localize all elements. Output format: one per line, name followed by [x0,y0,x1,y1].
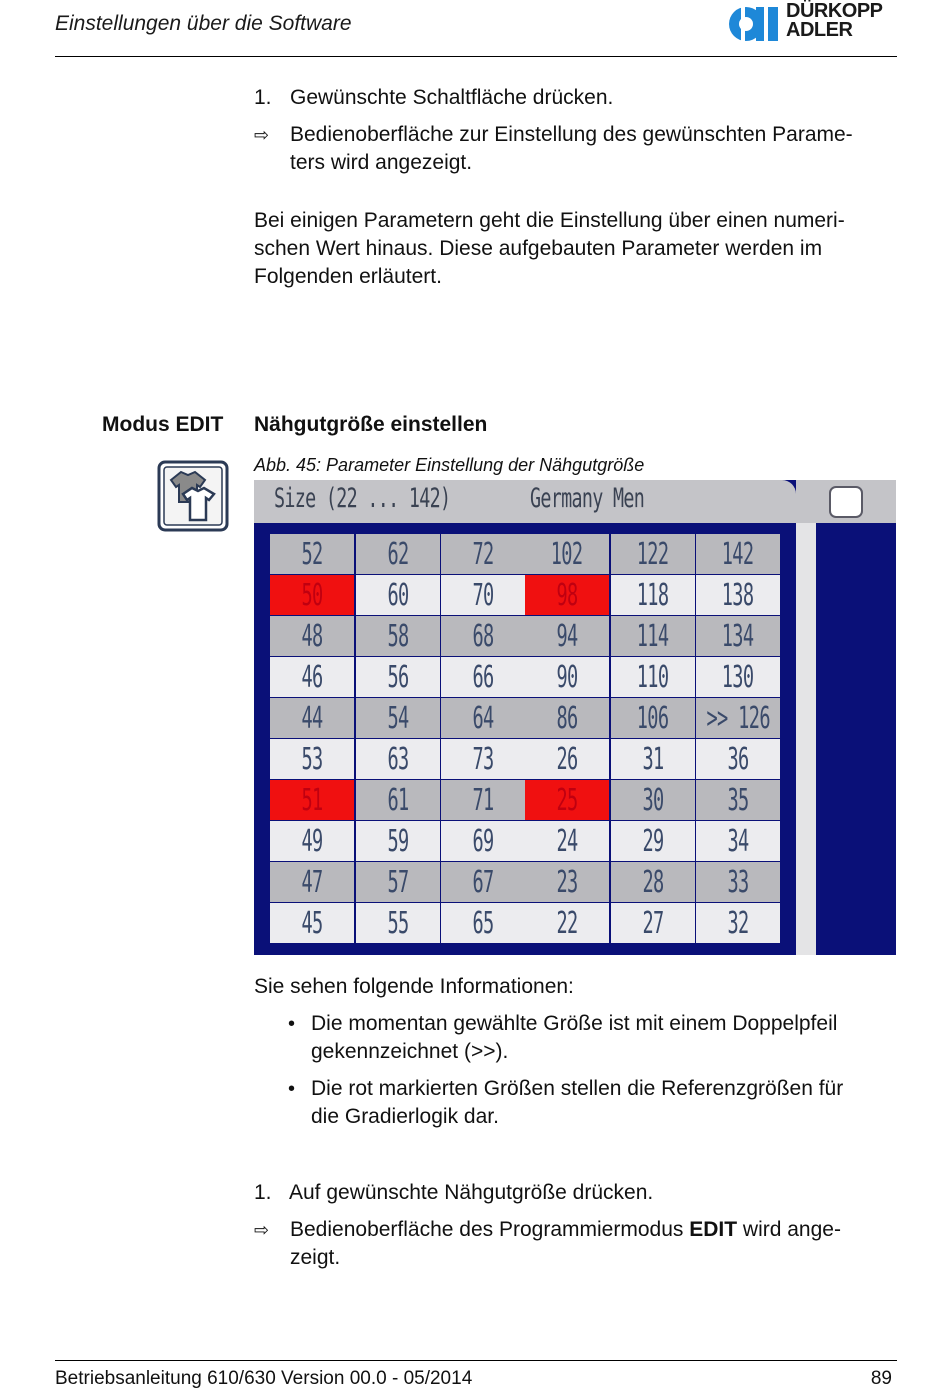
size-cell[interactable] [441,780,525,820]
info-lead: Sie sehen folgende Informationen: [254,975,574,998]
size-cell-value: 26 [556,741,578,777]
size-cell[interactable] [525,657,609,697]
size-cell-value: 44 [301,700,323,736]
size-cell-value: 55 [387,905,409,941]
size-cell-value: 106 [637,700,669,736]
size-cell[interactable] [611,534,695,574]
size-cell[interactable] [611,780,695,820]
size-cell-value: 33 [727,864,749,900]
step-number: 1. [254,86,272,109]
result-text-line2: zeigt. [290,1246,341,1269]
size-cell[interactable] [696,862,780,902]
size-cell-value: 24 [556,823,578,859]
size-cell-value: 32 [727,905,749,941]
size-cell-reference[interactable] [525,575,609,615]
size-cell-value: 36 [727,741,749,777]
size-cell[interactable] [356,862,440,902]
size-cell[interactable] [611,616,695,656]
size-cell[interactable] [525,739,609,779]
size-cell-value: 49 [301,823,323,859]
size-cell[interactable] [696,780,780,820]
intro-paragraph-line1: Bei einigen Parametern geht die Einstellung über einen numeri- [254,209,845,232]
size-cell-value: 102 [551,536,583,572]
size-cell[interactable] [441,903,525,943]
shirt-size-icon [157,460,229,532]
size-cell[interactable] [611,739,695,779]
size-cell-value: 62 [387,536,409,572]
size-cell-value: 60 [387,577,409,613]
size-cell-value: 63 [387,741,409,777]
size-cell-value: 29 [642,823,664,859]
page-number: 89 [870,1368,892,1389]
screen-title-bar [254,480,796,523]
size-cell-value: 50 [301,577,323,613]
size-cell[interactable] [356,575,440,615]
bullet2-line1: Die rot markierten Größen stellen die Referenzgrößen für [311,1077,844,1100]
size-cell-value: 86 [556,700,578,736]
size-cell[interactable] [441,862,525,902]
size-cell-value: 94 [556,618,578,654]
size-cell[interactable] [525,534,609,574]
step-text: Auf gewünschte Nähgutgröße drücken. [289,1181,654,1204]
size-cell-value: 65 [472,905,494,941]
bullet1-line2: gekennzeichnet (>>). [311,1040,509,1063]
size-cell[interactable] [696,534,780,574]
running-header-title: Einstellungen über die Software [55,12,352,35]
size-cell-reference[interactable] [270,575,354,615]
size-cell[interactable] [696,903,780,943]
intro-paragraph-line2: schen Wert hinaus. Diese aufgebauten Parameter werden im [254,237,823,260]
brand-logo [728,2,898,46]
size-cell[interactable] [525,821,609,861]
size-cell-value: 22 [556,905,578,941]
size-selection-screen [254,480,896,955]
bullet-icon: • [288,1013,296,1035]
size-cell-value: 56 [387,659,409,695]
header-rule [55,56,897,57]
size-cell[interactable] [270,616,354,656]
size-cell-value: 64 [472,700,494,736]
screen-scrollbar[interactable] [796,523,816,955]
figure-caption: Abb. 45: Parameter Einstellung der Nähgutgröße [254,455,645,475]
section-title: Nähgutgröße einstellen [254,413,488,436]
size-cell[interactable] [270,862,354,902]
footer-rule [55,1360,897,1361]
size-cell-value: 114 [637,618,669,654]
size-cell[interactable] [441,534,525,574]
logo-text-line2: ADLER [786,19,853,41]
size-cell-value: 67 [472,864,494,900]
size-cell[interactable] [270,657,354,697]
size-cell[interactable] [356,903,440,943]
size-cell-value: 59 [387,823,409,859]
size-cell-value: 28 [642,864,664,900]
size-cell-value: 23 [556,864,578,900]
size-cell-value: 51 [301,782,323,818]
margin-label: Modus EDIT [102,413,224,436]
size-cell-value: 122 [637,536,669,572]
size-cell[interactable] [611,821,695,861]
size-cell-value: 138 [722,577,754,613]
size-cell[interactable] [696,575,780,615]
size-cell[interactable] [356,821,440,861]
size-cell[interactable] [270,903,354,943]
size-cell[interactable] [696,657,780,697]
intro-paragraph-line3: Folgenden erläutert. [254,265,442,288]
size-cell-value: 31 [642,741,664,777]
result-text-mode: EDIT [689,1218,738,1241]
size-cell[interactable] [611,903,695,943]
duerkopp-adler-logo-icon [728,4,780,44]
size-cell-value: 54 [387,700,409,736]
step-number: 1. [254,1181,272,1204]
result-text-line1 [290,1216,841,1244]
size-cell[interactable] [356,780,440,820]
size-cell-value: 61 [387,782,409,818]
size-cell[interactable] [356,534,440,574]
size-cell[interactable] [611,657,695,697]
size-cell[interactable] [611,575,695,615]
size-cell-value: 130 [722,659,754,695]
size-cell-value: 68 [472,618,494,654]
size-cell[interactable] [525,616,609,656]
size-cell[interactable] [270,698,354,738]
size-cell[interactable] [611,698,695,738]
size-cell[interactable] [611,862,695,902]
size-cell-value: >> 126 [706,700,770,736]
size-cell-value: 70 [472,577,494,613]
result-arrow-icon: ⇨ [254,1220,270,1240]
size-cell-reference[interactable] [270,780,354,820]
size-cell-value: 52 [301,536,323,572]
size-cell[interactable] [356,739,440,779]
size-cell[interactable] [270,821,354,861]
size-cell-value: 30 [642,782,664,818]
size-cell[interactable] [356,698,440,738]
size-cell[interactable] [356,657,440,697]
bullet2-line2: die Gradierlogik dar. [311,1105,499,1128]
size-cell-value: 47 [301,864,323,900]
size-range-label: Size (22 ... 142) [274,483,451,514]
size-cell[interactable] [441,739,525,779]
size-cell[interactable] [441,575,525,615]
size-cell-value: 142 [722,536,754,572]
size-cell[interactable] [525,903,609,943]
size-cell-value: 48 [301,618,323,654]
size-cell[interactable] [525,862,609,902]
size-cell[interactable] [270,534,354,574]
size-cell-value: 53 [301,741,323,777]
bullet1-line1: Die momentan gewählte Größe ist mit einem Doppelpfeil [311,1012,838,1035]
size-cell-value: 45 [301,905,323,941]
size-cell[interactable] [441,657,525,697]
size-cell-value: 71 [472,782,494,818]
size-cell-value: 58 [387,618,409,654]
bullet-icon: • [288,1078,296,1100]
result-text-line2: ters wird angezeigt. [290,151,473,174]
size-cell-value: 72 [472,536,494,572]
size-cell[interactable] [696,739,780,779]
result-text-pre: Bedienoberfläche des Programmiermodus [290,1218,690,1241]
size-cell[interactable] [525,698,609,738]
size-cell-value: 73 [472,741,494,777]
step-text: Gewünschte Schaltfläche drücken. [290,86,614,109]
size-cell-value: 110 [637,659,669,695]
screen-title-gap [796,480,816,523]
size-cell-value: 66 [472,659,494,695]
logo-text-line1: DÜRKOPP [786,0,883,22]
size-cell[interactable] [441,821,525,861]
result-text-line1: Bedienoberfläche zur Einstellung des gewünschten Parame- [290,123,853,146]
size-cell-value: 34 [727,823,749,859]
size-cell-selected[interactable] [696,698,780,738]
size-table-name: Germany Men [530,483,645,514]
size-cell-value: 98 [556,577,578,613]
size-cell-value: 134 [722,618,754,654]
size-cell-value: 25 [556,782,578,818]
size-cell[interactable] [441,698,525,738]
size-cell-reference[interactable] [525,780,609,820]
size-cell-value: 57 [387,864,409,900]
result-text-post: wird ange- [737,1218,841,1241]
screen-corner-button[interactable] [829,486,863,518]
result-arrow-icon: ⇨ [254,125,270,145]
footer-document-info: Betriebsanleitung 610/630 Version 00.0 - 05/2014 [55,1368,473,1389]
size-cell[interactable] [696,616,780,656]
size-cell[interactable] [696,821,780,861]
size-cell-value: 90 [556,659,578,695]
size-cell-value: 35 [727,782,749,818]
size-cell[interactable] [270,739,354,779]
size-cell-value: 69 [472,823,494,859]
size-cell-value: 27 [642,905,664,941]
size-cell-value: 46 [301,659,323,695]
size-cell[interactable] [356,616,440,656]
size-cell-value: 118 [637,577,669,613]
size-cell[interactable] [441,616,525,656]
